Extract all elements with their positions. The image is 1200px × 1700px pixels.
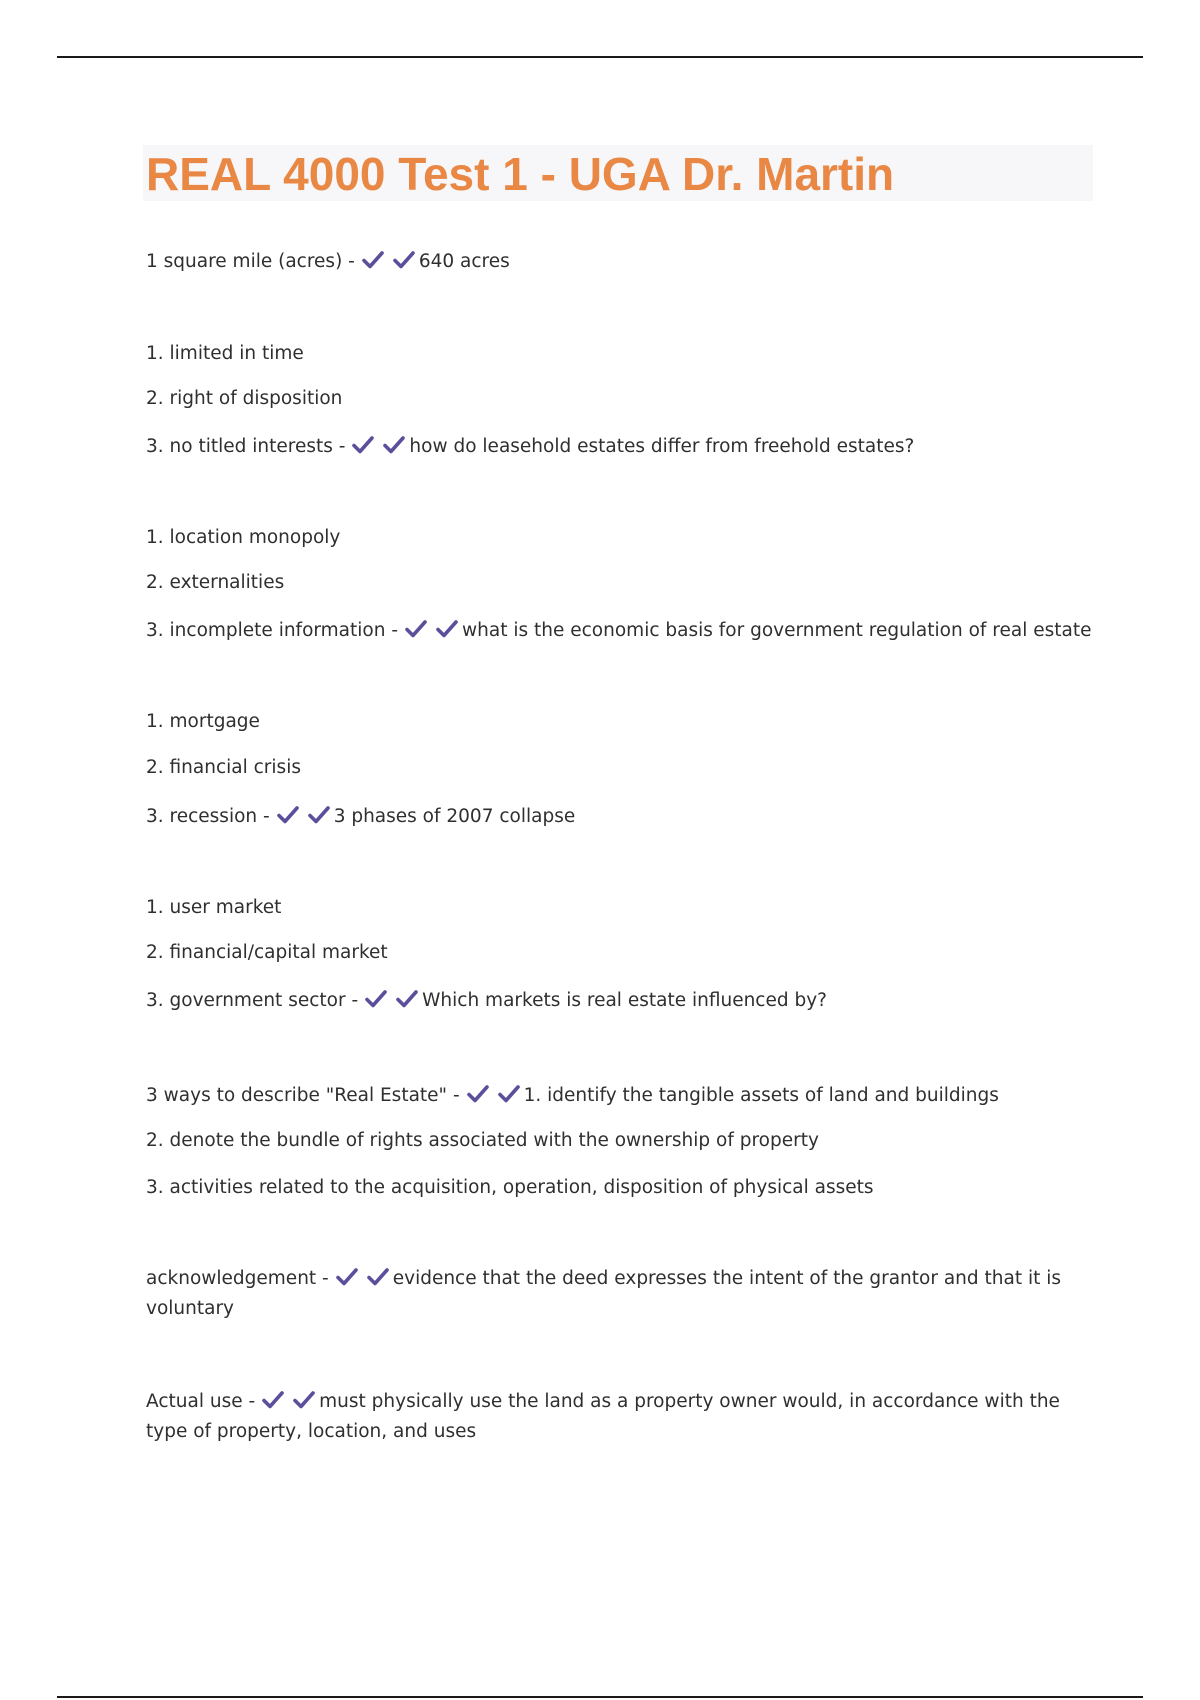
card-term: 3. government sector - <box>146 990 359 1011</box>
card-term: 3 ways to describe "Real Estate" - <box>146 1085 460 1106</box>
card-definition: 640 acres <box>418 251 510 272</box>
check-icon <box>395 989 419 1009</box>
card-term: Actual use - <box>146 1391 256 1412</box>
card-term: 3. no titled interests - <box>146 436 346 457</box>
card-definition: must physically use the land as a property owner would, in accordance with the type of property, location, and uses <box>146 1391 1060 1442</box>
check-icon <box>361 250 385 270</box>
check-icon <box>392 250 416 270</box>
card-term: 3. incomplete information - <box>146 620 399 641</box>
card-term-line <box>146 1387 1076 1447</box>
list-item: 2. financial/capital market <box>146 942 388 963</box>
card-definition: Which markets is real estate influenced by? <box>422 990 827 1011</box>
card-term-line <box>146 619 1091 643</box>
card-definition: what is the economic basis for government regulation of real estate <box>462 620 1092 641</box>
list-item: 1. mortgage <box>146 711 260 732</box>
check-icon <box>466 1084 490 1104</box>
check-icon <box>382 435 406 455</box>
card-term-line <box>146 250 510 274</box>
check-icon <box>364 989 388 1009</box>
card-term-line <box>146 435 914 459</box>
check-icon <box>292 1390 316 1410</box>
list-item: 1. location monopoly <box>146 527 341 548</box>
list-item: 1. limited in time <box>146 343 304 364</box>
card-term-line <box>146 1084 999 1108</box>
card-term: 3. recession - <box>146 806 270 827</box>
list-item: 3. activities related to the acquisition, operation, disposition of physical assets <box>146 1177 874 1198</box>
check-icon <box>351 435 375 455</box>
check-icon <box>276 805 300 825</box>
bottom-rule <box>57 1696 1143 1698</box>
check-icon <box>497 1084 521 1104</box>
check-icon <box>261 1390 285 1410</box>
check-icon <box>404 619 428 639</box>
card-term-line <box>146 989 827 1013</box>
list-item: 2. denote the bundle of rights associated with the ownership of property <box>146 1130 819 1151</box>
card-term: acknowledgement - <box>146 1268 329 1289</box>
list-item: 2. financial crisis <box>146 757 301 778</box>
check-icon <box>366 1267 390 1287</box>
top-rule <box>57 56 1143 58</box>
card-definition: 3 phases of 2007 collapse <box>333 806 576 827</box>
card-definition: how do leasehold estates differ from freehold estates? <box>409 436 915 457</box>
list-item: 2. externalities <box>146 572 285 593</box>
check-icon <box>335 1267 359 1287</box>
card-definition: 1. identify the tangible assets of land and buildings <box>523 1085 999 1106</box>
check-icon <box>307 805 331 825</box>
card-term-line <box>146 1264 1076 1324</box>
check-icon <box>435 619 459 639</box>
card-term-line <box>146 805 575 829</box>
card-term: 1 square mile (acres) - <box>146 251 355 272</box>
page-title: REAL 4000 Test 1 - UGA Dr. Martin <box>146 148 895 200</box>
card-definition: evidence that the deed expresses the intent of the grantor and that it is voluntary <box>146 1268 1062 1319</box>
list-item: 1. user market <box>146 897 282 918</box>
list-item: 2. right of disposition <box>146 388 343 409</box>
